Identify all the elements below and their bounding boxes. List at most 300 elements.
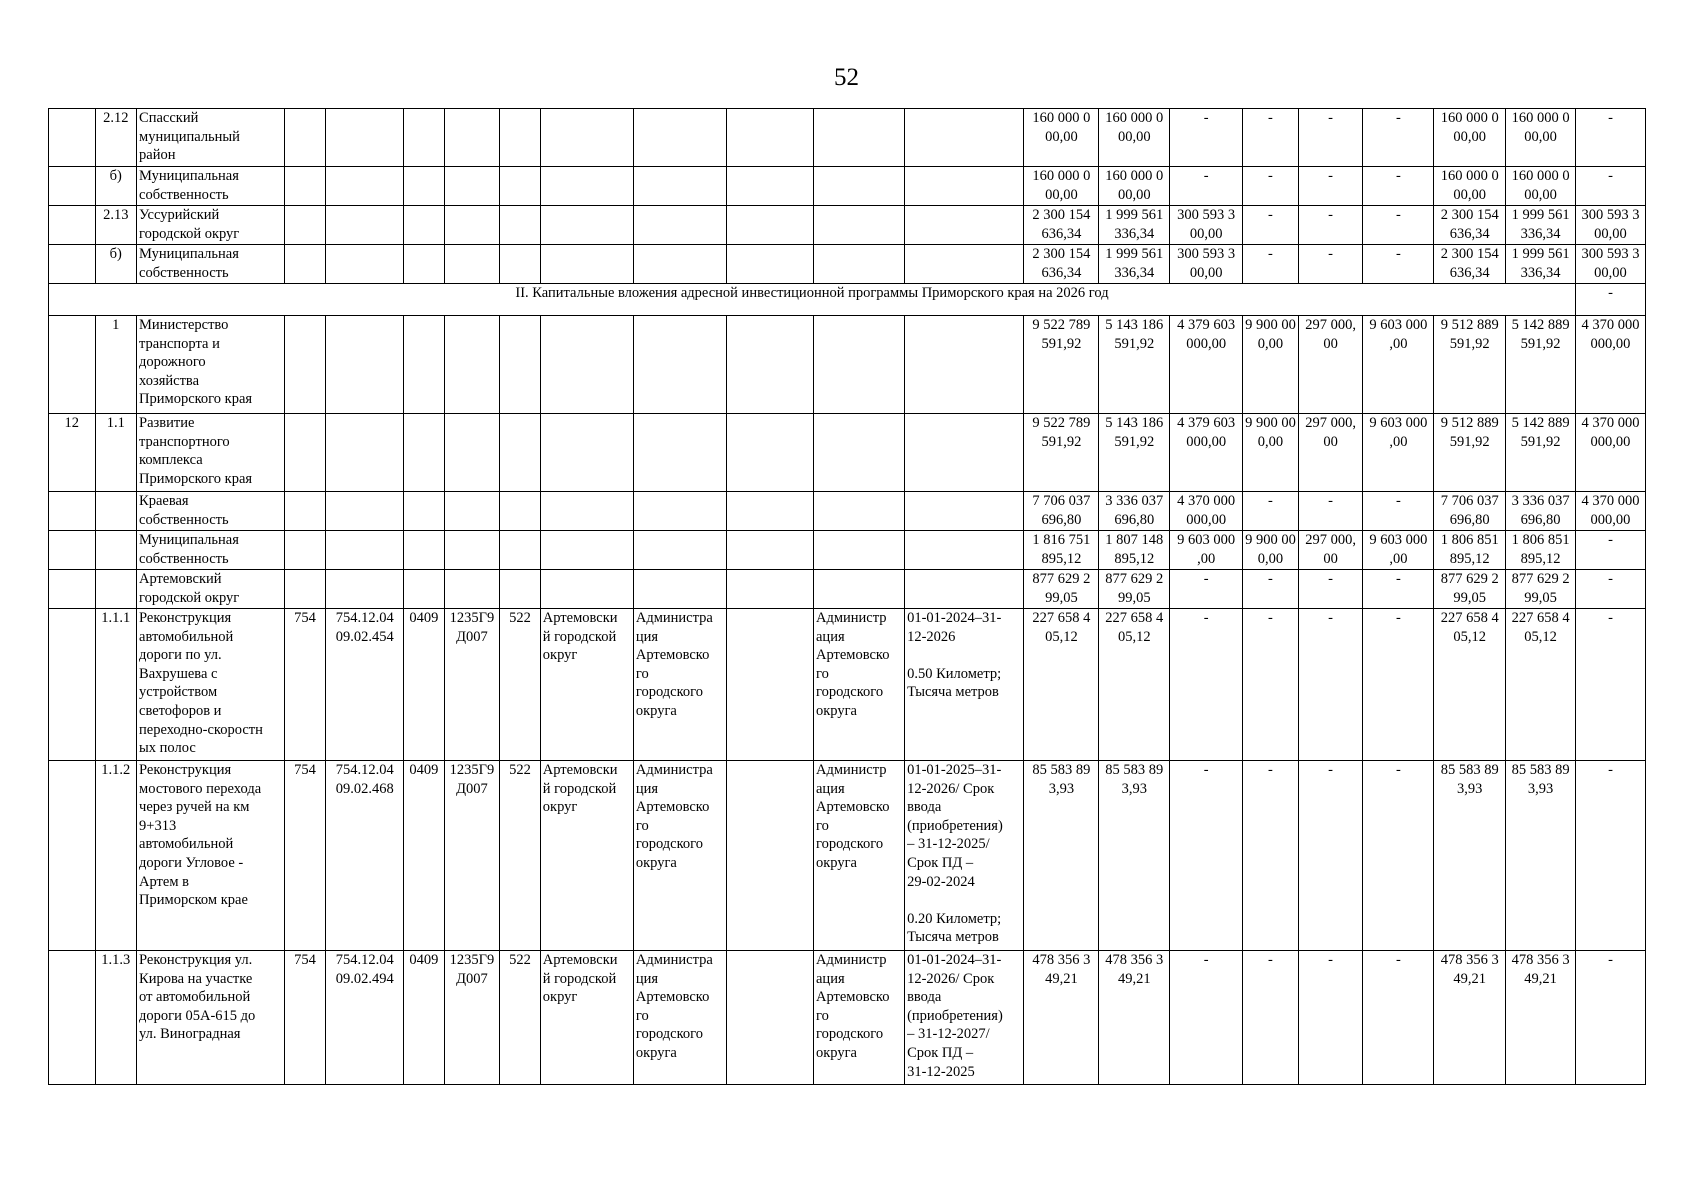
table-cell [404,109,444,167]
table-cell [726,109,813,167]
table-cell [444,951,500,1085]
table-cell: 1.1.2 [95,761,136,951]
table-cell: - [1363,245,1434,284]
table-cell [137,167,285,206]
table-cell: б) [95,245,136,284]
cell-text-line: городского [816,1026,884,1043]
cell-text-line: 591,92 [1520,433,1561,450]
table-cell: 754 [284,951,325,1085]
table-cell: 2.13 [95,206,136,245]
cell-text-line: 227 658 4 [1105,610,1164,626]
cell-text-line: Срок ПД – [907,1044,974,1061]
table-cell [633,609,726,761]
cell-text-line: ,00 [1197,550,1216,567]
table-cell: - [1298,492,1363,531]
cell-text-line: 591,92 [1041,335,1082,352]
table-cell [326,531,404,570]
table-cell: 1.1 [95,414,136,492]
table-cell [500,167,540,206]
table-cell [444,245,500,284]
table-cell: - [1170,167,1243,206]
cell-text-line: 0,00 [1257,335,1284,352]
table-cell [500,414,540,492]
table-cell: - [1243,951,1299,1085]
table-cell: - [1298,570,1363,609]
cell-text-line: 754.12.04 [335,610,394,626]
table-cell [814,531,905,570]
table-cell: - [1363,206,1434,245]
cell-text-line: 4 379 603 [1177,415,1236,431]
cell-text-line: 300 593 3 [1581,246,1640,262]
cell-text-line: 636,34 [1041,225,1082,242]
cell-text-line: городского [816,684,884,701]
table-cell: - [1298,761,1363,951]
cell-text-line: 2 300 154 [1032,207,1091,223]
table-cell [905,206,1024,245]
table-cell [1243,414,1299,492]
table-cell [1434,951,1506,1085]
cell-text-line: 4 370 000 [1581,493,1640,509]
table-cell [326,206,404,245]
table-row [49,316,1646,414]
cell-text-line: 99,05 [1117,589,1151,606]
table-cell [905,531,1024,570]
cell-text-line: 29-02-2024 [907,873,975,890]
table-cell [1243,316,1299,414]
cell-text-line: 1 806 851 [1511,532,1570,548]
cell-text-line: 7 706 037 [1440,493,1499,509]
cell-text-line: ация [816,628,845,645]
cell-text-line: 3,93 [1457,780,1483,797]
cell-text-line: 478 356 3 [1440,952,1499,968]
cell-text-line: Д007 [456,780,488,797]
cell-text-line: Администр [816,762,887,778]
table-cell [1434,414,1506,492]
cell-text-line: 227 658 4 [1440,610,1499,626]
cell-text-line: Муниципальная [139,246,239,262]
table-cell [814,951,905,1085]
table-cell [284,316,325,414]
cell-text-line: 9+313 [139,817,177,834]
table-cell [726,316,813,414]
table-row [49,245,1646,284]
cell-text-line: Реконструкция [139,610,232,626]
table-cell [284,492,325,531]
table-cell [49,570,96,609]
table-cell [137,609,285,761]
table-cell: 0409 [404,609,444,761]
table-cell [1506,531,1576,570]
cell-text-line: 12-2026 [907,628,956,645]
cell-text-line: 877 629 2 [1440,571,1499,587]
table-cell [1024,951,1099,1085]
cell-text-line: 297 000, [1305,415,1356,431]
table-cell [1099,951,1170,1085]
cell-text-line: ул. Виноградная [139,1026,241,1043]
cell-text-line: 49,21 [1453,970,1487,987]
cell-text-line: 85 583 89 [1105,762,1164,778]
cell-text-line: 696,80 [1449,511,1490,528]
cell-text-line: транспорта и [139,335,220,352]
cell-text-line: 478 356 3 [1032,952,1091,968]
table-cell [137,414,285,492]
cell-text-line: округ [542,989,578,1006]
table-cell [284,167,325,206]
cell-text-line: городской округ [139,225,240,242]
cell-text-line: 000,00 [1186,511,1227,528]
cell-text-line: 754.12.04 [335,762,394,778]
table-cell: - [1298,245,1363,284]
cell-text-line: 227 658 4 [1032,610,1091,626]
cell-text-line: 877 629 2 [1105,571,1164,587]
cell-text-line: 00,00 [1045,128,1078,145]
table-cell [500,245,540,284]
table-cell: - [1363,609,1434,761]
cell-text-line: го [635,1007,649,1024]
table-cell [726,245,813,284]
cell-text-line: 5 142 889 [1511,415,1570,431]
cell-text-line: 05,12 [1045,628,1078,645]
cell-text-line: 9 900 00 [1245,415,1296,431]
table-cell [633,206,726,245]
cell-text-line: хозяйства [139,372,199,389]
cell-text-line: 160 000 0 [1440,168,1499,184]
cell-text-line: 9 522 789 [1032,317,1091,333]
table-cell [1434,761,1506,951]
cell-text-line: 9 900 00 [1245,532,1296,548]
cell-text-line: 9 603 000 [1369,317,1428,333]
table-cell [1099,109,1170,167]
cell-text-line: 01-01-2024–31- [907,952,1002,968]
table-cell [326,761,404,951]
cell-text-line: 1 816 751 [1032,532,1091,548]
cell-text-line: 00 [1323,550,1338,567]
table-cell [1506,316,1576,414]
cell-text-line: округа [816,854,857,871]
cell-text-line: 05,12 [1453,628,1487,645]
table-row [49,109,1646,167]
cell-text-line: 000,00 [1590,433,1631,450]
cell-text-line: – 31-12-2027/ [907,1026,990,1043]
table-cell [1099,531,1170,570]
table-cell [633,316,726,414]
cell-text-line: Тысяча метров [907,929,999,946]
table-cell [814,761,905,951]
table-cell [1434,206,1506,245]
table-cell [444,492,500,531]
cell-text-line: 49,21 [1524,970,1557,987]
cell-text-line: 000,00 [1590,335,1631,352]
cell-text-line: мостового перехода [139,780,262,797]
cell-text-line: 636,34 [1041,264,1082,281]
table-cell [137,109,285,167]
cell-text-line: округа [635,702,677,719]
cell-text-line: 591,92 [1520,335,1561,352]
table-cell: - [1363,492,1434,531]
cell-text-line: 877 629 2 [1032,571,1091,587]
cell-text-line: й городской [542,780,617,797]
table-cell [284,531,325,570]
table-cell [540,609,633,761]
cell-text-line: Уссурийский [139,207,220,223]
table-cell [1506,570,1576,609]
cell-text-line: дороги 05А-615 до [139,1007,256,1024]
table-cell: 0409 [404,761,444,951]
table-cell [404,414,444,492]
cell-text-line: 000,00 [1590,511,1631,528]
table-cell [1024,316,1099,414]
table-cell [905,109,1024,167]
table-cell: - [1363,570,1434,609]
cell-text-line: 336,34 [1114,225,1155,242]
cell-text-line: Артемовски [542,952,618,968]
cell-text-line: переходно-скоростн [139,721,263,738]
table-cell [540,316,633,414]
cell-text-line: 1235Г9 [449,762,495,778]
table-cell [540,109,633,167]
cell-text-line: 99,05 [1524,589,1557,606]
cell-text-line: Вахрушева с [139,665,218,682]
cell-text-line: 00,00 [1453,186,1487,203]
cell-text-line: 9 512 889 [1440,415,1499,431]
cell-text-line: 478 356 3 [1105,952,1164,968]
table-cell: 12 [49,414,96,492]
table-cell [633,245,726,284]
table-cell [137,761,285,951]
table-cell [1575,245,1645,284]
table-cell [404,316,444,414]
cell-text-line: 05,12 [1524,628,1557,645]
table-cell [1506,761,1576,951]
table-cell [633,761,726,951]
table-cell [1298,316,1363,414]
table-cell [1434,167,1506,206]
table-cell [49,531,96,570]
table-cell [500,316,540,414]
table-cell [905,951,1024,1085]
cell-text-line: устройством [139,684,218,701]
table-row [49,531,1646,570]
table-cell [1363,414,1434,492]
table-cell [1434,492,1506,531]
cell-text-line: 31-12-2025 [907,1063,975,1080]
table-cell [1506,109,1576,167]
table-cell [633,109,726,167]
table-cell [1506,951,1576,1085]
cell-text-line: 1 999 561 [1105,246,1164,262]
table-cell [1298,414,1363,492]
cell-text-line: 696,80 [1041,511,1082,528]
cell-text-line: ация [816,970,845,987]
cell-text-line: 696,80 [1520,511,1561,528]
table-cell [633,492,726,531]
cell-text-line: 3,93 [1048,780,1075,797]
cell-text-line: городского [635,836,704,853]
table-cell [326,245,404,284]
table-cell [95,492,136,531]
table-cell [1170,245,1243,284]
cell-text-line: Администра [635,610,713,626]
cell-text-line: (приобретения) [907,817,1003,834]
table-cell [326,609,404,761]
cell-text-line: 01-01-2024–31- [907,610,1002,626]
cell-text-line: 478 356 3 [1511,952,1570,968]
cell-text-line: 0,00 [1257,433,1284,450]
table-cell [284,206,325,245]
table-cell [326,951,404,1085]
table-cell [1099,609,1170,761]
table-row [49,167,1646,206]
table-cell [326,570,404,609]
section-title: II. Капитальные вложения адресной инвестиционной программы Приморского края на 2026 год [49,284,1576,316]
table-row [49,609,1646,761]
table-cell [905,570,1024,609]
cell-text-line: – 31-12-2025/ [907,836,990,853]
cell-text-line: (приобретения) [907,1007,1003,1024]
table-cell [1170,492,1243,531]
table-cell: 754 [284,761,325,951]
table-cell [726,609,813,761]
cell-text-line: 160 000 0 [1511,168,1570,184]
table-cell: 1.1.1 [95,609,136,761]
cell-text-line: Артемовско [816,647,890,664]
table-cell [404,570,444,609]
cell-text-line: 636,34 [1449,225,1490,242]
cell-text-line: 591,92 [1449,335,1490,352]
table-cell [500,206,540,245]
table-cell [49,206,96,245]
table-cell: - [1298,206,1363,245]
cell-text-line: 85 583 89 [1511,762,1570,778]
table-cell: 754 [284,609,325,761]
cell-text-line: Артемовско [635,647,710,664]
table-cell [444,316,500,414]
cell-text-line: городской округ [139,589,240,606]
cell-text-line: Реконструкция ул. [139,952,253,968]
table-cell [1575,492,1645,531]
cell-text-line: 3 336 037 [1511,493,1570,509]
cell-text-line: Муниципальная [139,168,239,184]
table-cell: - [1243,245,1299,284]
cell-text-line: 09.02.468 [335,780,394,797]
cell-text-line: 5 143 186 [1105,317,1164,333]
section-header-row [49,284,1646,316]
cell-text-line: 754.12.04 [335,952,394,968]
table-cell [1170,206,1243,245]
cell-text-line: 49,21 [1117,970,1151,987]
cell-text-line: 12-2026/ Срок [907,970,995,987]
cell-text-line: 00,00 [1189,225,1223,242]
cell-text-line: 1235Г9 [449,610,495,626]
cell-text-line: Артемовски [542,610,618,626]
cell-text-line: 00,00 [1453,128,1487,145]
cell-text-line: 160 000 0 [1105,110,1164,126]
table-cell: - [1170,609,1243,761]
cell-text-line: Приморского края [139,470,253,487]
cell-text-line: 2 300 154 [1440,246,1499,262]
cell-text-line: 895,12 [1449,550,1490,567]
table-cell [284,414,325,492]
table-cell [326,414,404,492]
cell-text-line: 9 603 000 [1369,532,1428,548]
table-cell [284,570,325,609]
cell-text-line: Администра [635,952,713,968]
table-cell [1575,316,1645,414]
table-cell [49,316,96,414]
cell-text-line: 0.20 Километр; [907,910,1002,927]
table-cell [326,316,404,414]
table-row [49,206,1646,245]
cell-text-line: дорожного [139,354,206,371]
cell-text-line: 00,00 [1117,186,1151,203]
section-last-cell: - [1575,284,1645,316]
table-cell: - [1575,609,1645,761]
table-cell [540,951,633,1085]
cell-text-line: светофоров и [139,702,222,719]
cell-text-line [907,891,1021,910]
cell-text-line: ввода [907,799,942,816]
table-cell [1506,492,1576,531]
cell-text-line: Тысяча метров [907,684,999,701]
cell-text-line: 1 806 851 [1440,532,1499,548]
cell-text-line: ция [635,628,659,645]
table-cell [726,167,813,206]
cell-text-line: Администр [816,610,887,626]
table-cell: - [1243,492,1299,531]
table-cell [1099,245,1170,284]
table-cell [540,531,633,570]
cell-text-line: округ [542,647,578,664]
cell-text-line: го [816,665,829,682]
table-cell [444,531,500,570]
cell-text-line: ,00 [1389,550,1408,567]
cell-text-line: 9 512 889 [1440,317,1499,333]
cell-text-line: Д007 [456,970,488,987]
table-cell [726,951,813,1085]
cell-text-line: Краевая [139,493,189,509]
cell-text-line: 00,00 [1045,186,1078,203]
cell-text-line: 591,92 [1114,433,1155,450]
table-cell [404,167,444,206]
table-cell [444,570,500,609]
table-cell: - [1363,761,1434,951]
table-cell [1024,109,1099,167]
cell-text-line: 297 000, [1305,317,1356,333]
table-cell [540,206,633,245]
cell-text-line: Муниципальная [139,532,239,548]
table-cell: - [1243,570,1299,609]
table-cell [404,245,444,284]
table-cell [284,245,325,284]
table-cell [1099,206,1170,245]
cell-text-line: Администра [635,762,713,778]
table-cell [137,492,285,531]
cell-text-line: автомобильной [139,836,234,853]
table-cell [137,245,285,284]
table-cell [814,206,905,245]
table-cell [1024,206,1099,245]
table-cell [540,245,633,284]
table-cell [95,570,136,609]
table-cell [500,492,540,531]
cell-text-line: 160 000 0 [1511,110,1570,126]
table-cell [633,414,726,492]
table-cell [1434,570,1506,609]
cell-text-line: 85 583 89 [1440,762,1499,778]
table-cell: - [1243,761,1299,951]
cell-text-line: 160 000 0 [1105,168,1164,184]
table-cell: - [1363,167,1434,206]
